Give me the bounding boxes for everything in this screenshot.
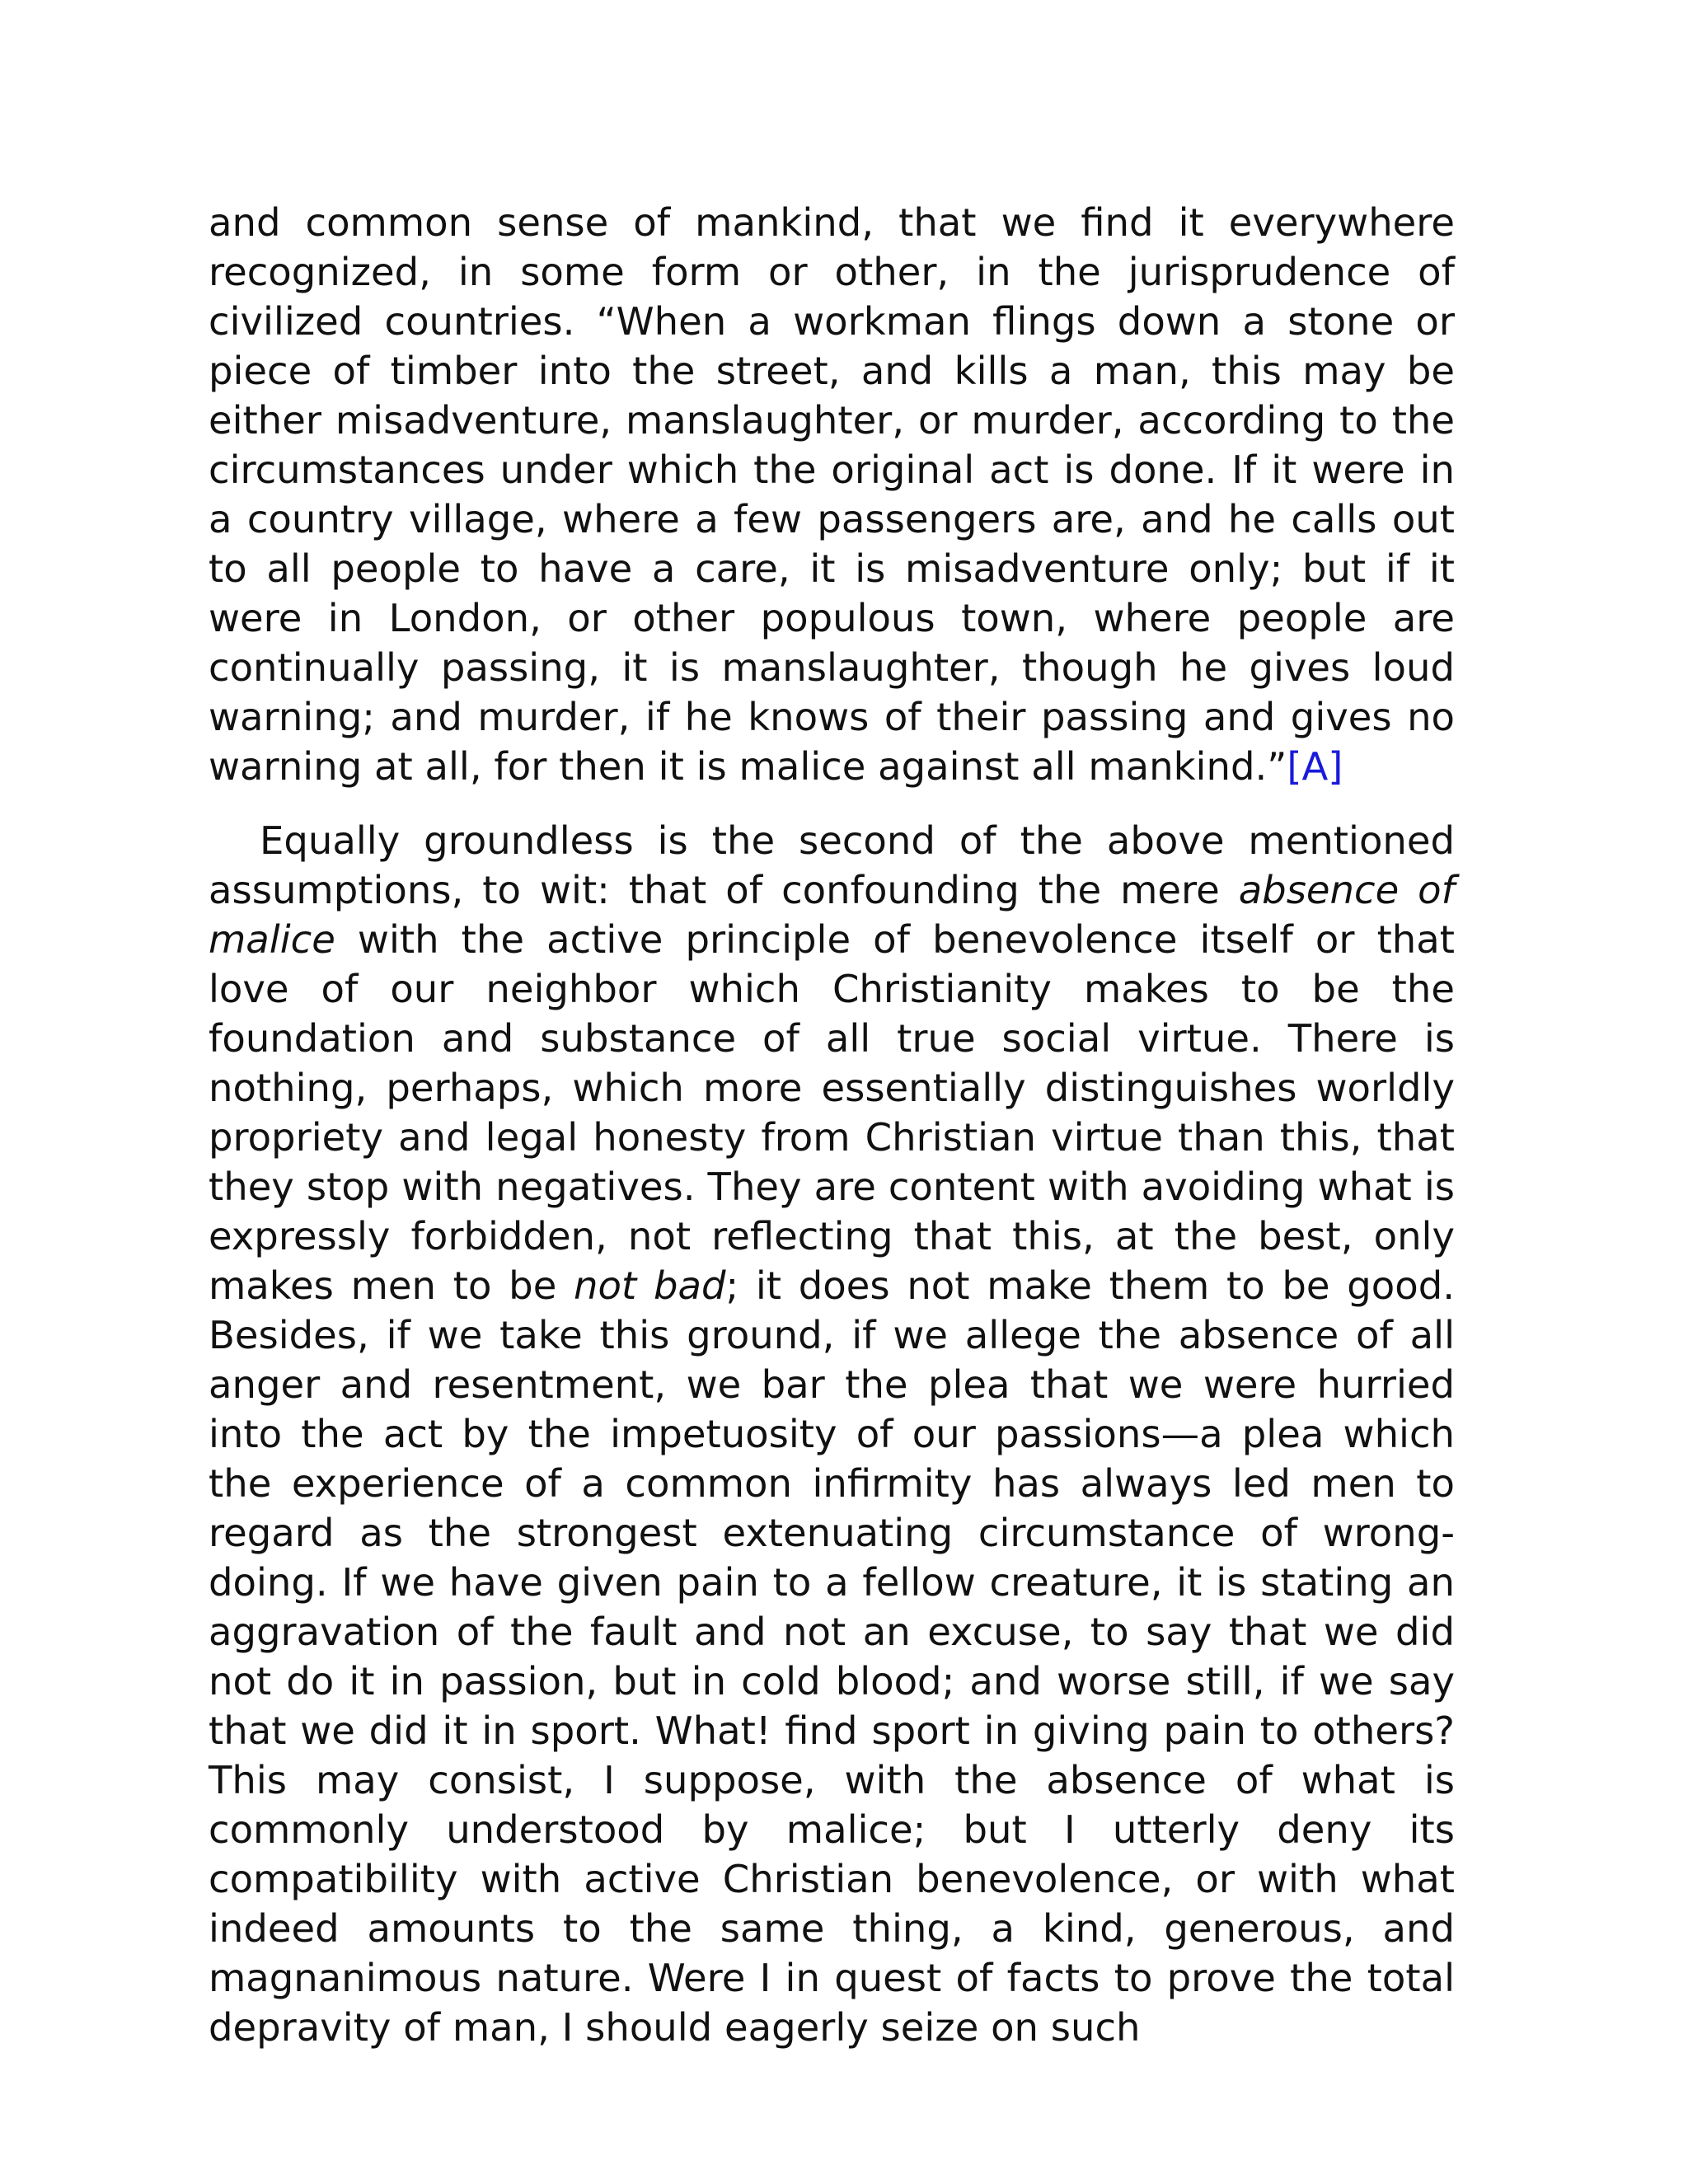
paragraph-2-text-part2: with the active principle of benevolence itself or that love of our neighbor which Christianity makes to be the foundation and substance of all true social virtue. There is nothing, perhaps, which more essentially distinguishes worldly propriety and legal honesty from Christian virtue than this, that they stop with negatives. They are content with avoiding what is expressly forbidden, not reflecting that this, at the best, only makes men to be — [209, 917, 1455, 1308]
paragraph-2-text-part3: ; it does not make them to be good. Besides, if we take this ground, if we allege the absence of all anger and resentment, we bar the plea that we were hurried into the act by the impetuosity of our passions—a plea which the experience of a common infirmity has always led men to regard as the strongest extenuating circumstance of wrong-doing. If we have given pain to a fellow creature, it is stating an aggravation of the fault and not an excuse, to say that we did not do it in passion, but in cold blood; and worse still, if we say that we did it in sport. What! find sport in giving pain to others? This may consist, I suppose, with the absence of what is commonly understood by malice; but I utterly deny its compatibility with active Christian benevolence, or with what indeed amounts to the same thing, a kind, generous, and magnanimous nature. Were I in quest of facts to prove the total depravity of man, I should eagerly seize on such — [209, 1263, 1455, 2050]
paragraph-2-text-part1: Equally groundless is the second of the above mentioned assumptions, to wit: that of confounding the mere — [209, 818, 1455, 912]
page-body — [209, 198, 1455, 2052]
footnote-link-a[interactable]: [A] — [1287, 744, 1343, 789]
paragraph-2 — [209, 816, 1455, 2052]
paragraph-1-text: and common sense of mankind, that we find it everywhere recognized, in some form or other, in the jurisprudence of civilized countries. “When a workman flings down a stone or piece of timber into the street, and kills a man, this may be either misadventure, manslaughter, or murder, according to the circumstances under which the original act is done. If it were in a country village, where a few passengers are, and he calls out to all people to have a care, it is misadventure only; but if it were in London, or other populous town, where people are continually passing, it is manslaughter, though he gives loud warning; and murder, if he knows of their passing and gives no warning at all, for then it is malice against all mankind.” — [209, 200, 1455, 789]
paragraph-1 — [209, 198, 1455, 791]
emphasis-absence-of-malice: absence of malice — [209, 868, 1455, 962]
emphasis-not-bad: not bad — [574, 1263, 726, 1308]
